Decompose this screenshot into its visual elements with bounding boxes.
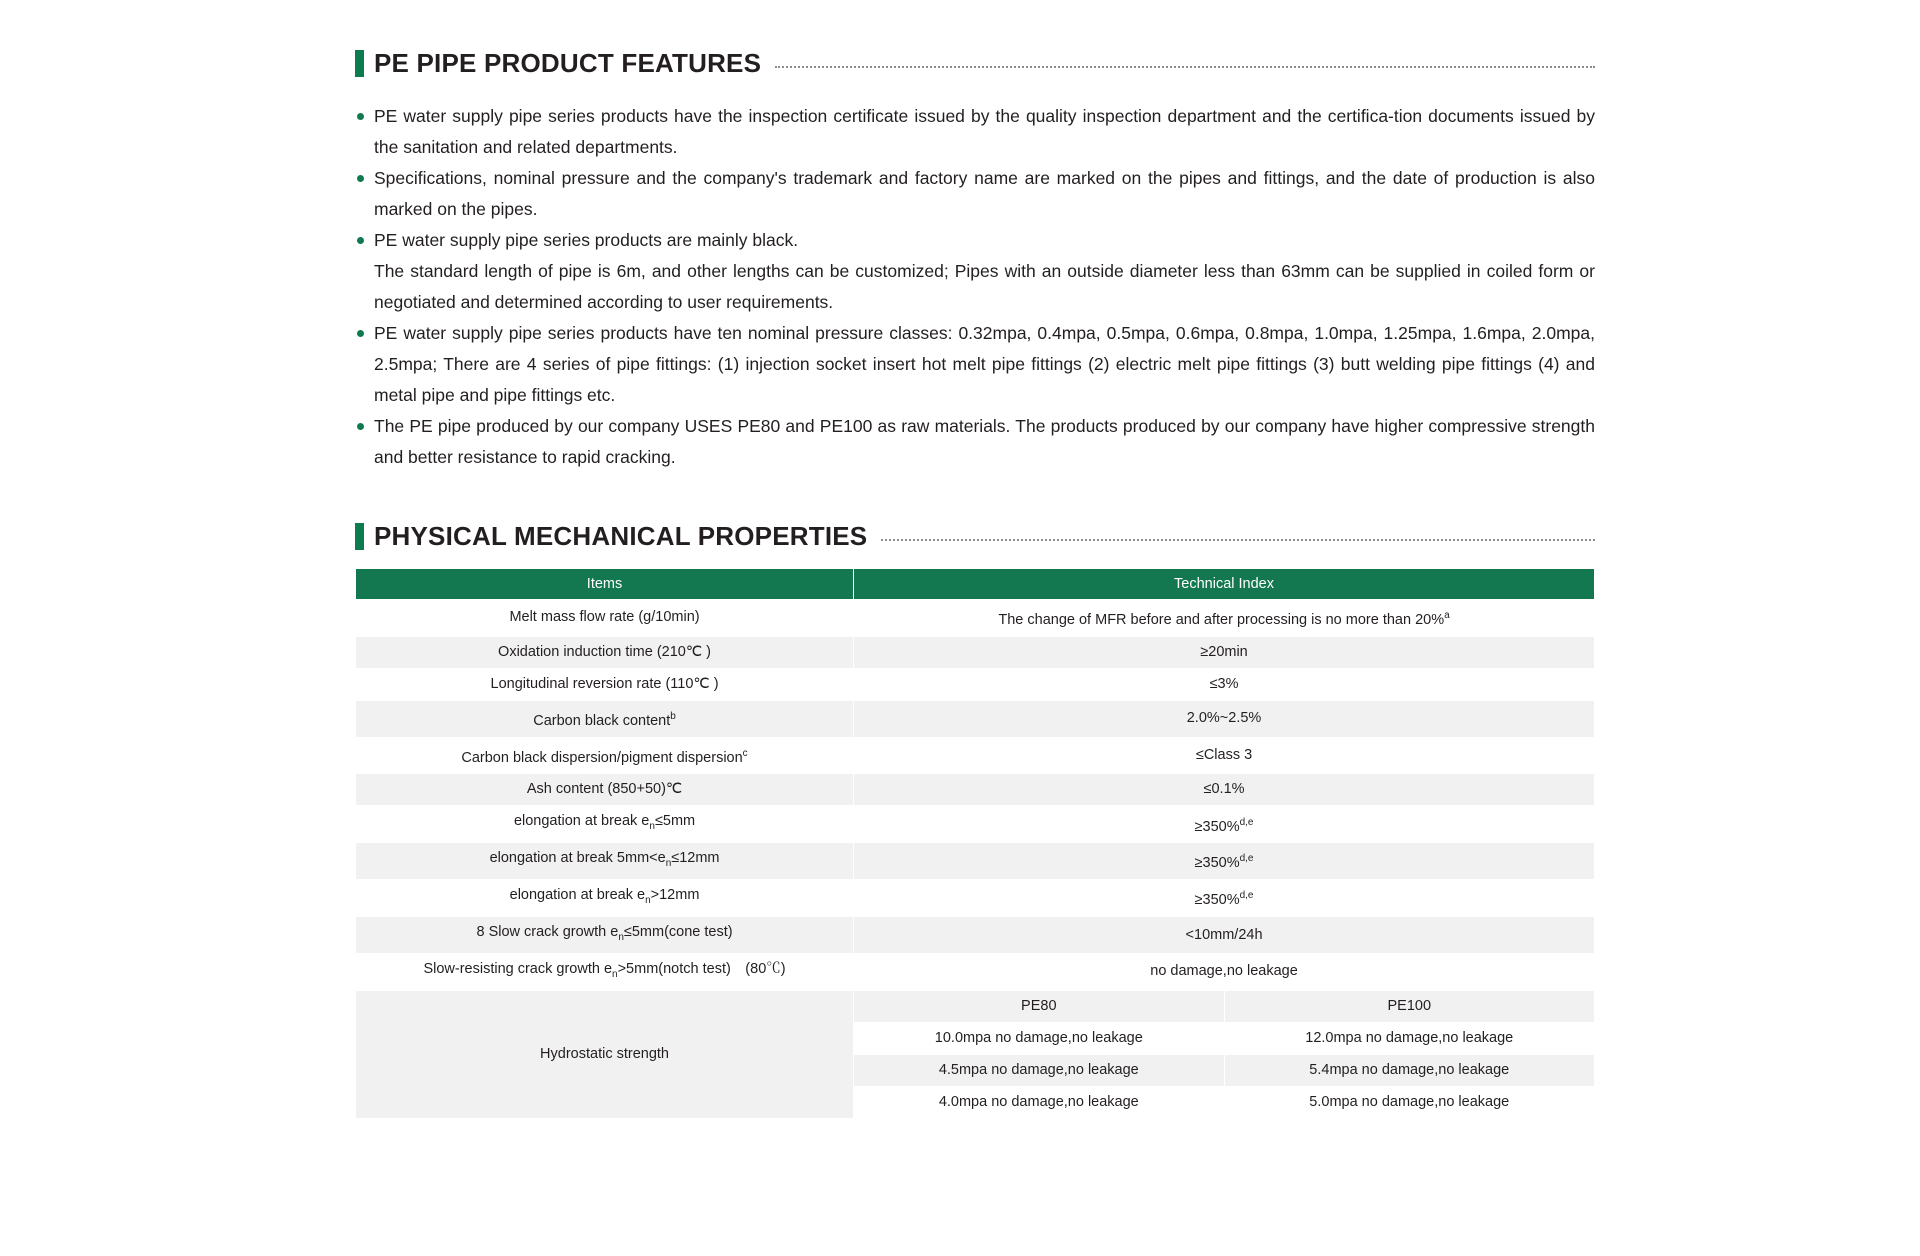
section-marker-icon [355,50,364,77]
table-row [356,700,1595,737]
list-item: PE water supply pipe series products have ten nominal pressure classes: 0.32mpa, 0.4mpa, 0.5mpa, 0.6mpa, 0.8mpa, 1.0mpa, 1.25mpa, 1.6mpa, 2.0mpa, 2.5mpa; There are 4 series of pipe fittings: (1) injection socket insert hot melt pipe fittings (2) electric melt pipe fittings (3) butt welding pipe fittings (4) and metal pipe and pipe fittings etc. [355,318,1595,411]
table-row [356,600,1595,637]
cell-hydro-pe80: 10.0mpa no damage,no leakage [854,1022,1224,1054]
cell-index-text: ≥350% [1194,892,1240,909]
properties-section-header [355,521,1595,552]
cell-index-footnote: d,e [1239,816,1254,828]
cell-index: ≤3% [854,668,1595,700]
properties-title: PHYSICAL MECHANICAL PROPERTIES [374,521,868,551]
table-row [356,737,1595,774]
cell-index [854,806,1595,843]
cell-item [356,806,854,843]
cell-index-footnote: a [1444,610,1450,621]
cell-item [356,880,854,917]
cell-index [854,880,1595,917]
column-header-items: Items [356,569,854,600]
cell-item-sub: n [612,968,618,980]
cell-item-post: ≤5mm [654,813,696,830]
cell-item-post: ≤5mm(cone test) [623,924,733,941]
cell-hydro-pe80: 4.5mpa no damage,no leakage [854,1054,1224,1086]
cell-item-pre: 8 Slow crack growth e [476,924,619,941]
cell-item-text: Carbon black dispersion/pigment dispersion [461,749,743,766]
cell-item: Ash content (850+50)℃ [356,774,854,806]
cell-item: Oxidation induction time (210℃ ) [356,636,854,668]
cell-subheader-pe100: PE100 [1224,990,1594,1022]
cell-item-post: >12mm [650,887,700,904]
cell-item-post: >5mm(notch test) (80℃) [617,961,786,978]
features-section-header [355,48,1595,79]
table-row [356,990,1595,1022]
cell-index: ≥20min [854,636,1595,668]
cell-index: 2.0%~2.5% [854,700,1595,737]
cell-hydro-pe100: 12.0mpa no damage,no leakage [1224,1022,1594,1054]
cell-subheader-pe80: PE80 [854,990,1224,1022]
table-row [356,806,1595,843]
features-title: PE PIPE PRODUCT FEATURES [374,48,762,78]
cell-index-text: The change of MFR before and after processing is no more than 20% [998,611,1445,628]
list-item: PE water supply pipe series products have the inspection certificate issued by the quality inspection department and the certifica-tion documents issued by the sanitation and related departments. [355,101,1595,163]
cell-item-pre: elongation at break 5mm<e [489,850,666,867]
cell-item [356,700,854,737]
cell-index: ≤Class 3 [854,737,1595,774]
cell-item-footnote: b [670,710,676,722]
cell-hydro-pe80: 4.0mpa no damage,no leakage [854,1086,1224,1118]
physical-properties-table [355,568,1595,1119]
cell-index-text: ≥350% [1194,818,1240,835]
table-row [356,917,1595,954]
table-row [356,668,1595,700]
cell-item-pre: Slow-resisting crack growth e [423,961,613,978]
cell-hydrostatic-label: Hydrostatic strength [356,990,854,1118]
cell-index [854,843,1595,880]
cell-item-footnote: c [742,747,748,759]
column-header-technical-index: Technical Index [854,569,1595,600]
cell-item [356,737,854,774]
cell-index: ≤0.1% [854,774,1595,806]
cell-item [356,954,854,991]
section-marker-icon [355,523,364,550]
cell-item-sub: n [645,895,651,907]
cell-item-pre: elongation at break e [513,813,650,830]
header-dotted-rule [881,538,1595,541]
cell-item-post: ≤12mm [671,850,720,867]
content-column [355,48,1595,1119]
cell-item: Melt mass flow rate (g/10min) [356,600,854,637]
table-row [356,774,1595,806]
cell-index [854,600,1595,637]
table-row [356,843,1595,880]
cell-index: no damage,no leakage [854,954,1595,991]
cell-item-sub: n [618,932,624,944]
list-item: The standard length of pipe is 6m, and other lengths can be customized; Pipes with an outside diameter less than 63mm can be supplied in coiled form or negotiated and determined according to user requirements. [374,261,1595,312]
list-item: PE water supply pipe series products are mainly black. [355,225,1595,256]
cell-item-sub: n [665,858,672,870]
list-item: The PE pipe produced by our company USES PE80 and PE100 as raw materials. The products produced by our company have higher compressive strength and better resistance to rapid cracking. [355,411,1595,473]
table-row [356,880,1595,917]
cell-index-footnote: d,e [1239,853,1254,865]
table-header-row [356,569,1595,600]
cell-index: <10mm/24h [854,917,1595,954]
header-dotted-rule [775,65,1595,68]
table-row [356,636,1595,668]
cell-item [356,917,854,954]
cell-item [356,843,854,880]
cell-item-text: Carbon black content [533,712,671,729]
cell-index-text: ≥350% [1194,855,1240,872]
features-list [355,101,1595,473]
cell-hydro-pe100: 5.0mpa no damage,no leakage [1224,1086,1594,1118]
cell-index-footnote: d,e [1239,890,1254,902]
cell-item-sub: n [649,821,655,833]
cell-item-pre: elongation at break e [509,887,646,904]
list-item: Specifications, nominal pressure and the company's trademark and factory name are marked on the pipes and fittings, and the date of production is also marked on the pipes. [355,163,1595,225]
cell-hydro-pe100: 5.4mpa no damage,no leakage [1224,1054,1594,1086]
cell-item: Longitudinal reversion rate (110℃ ) [356,668,854,700]
table-row [356,954,1595,991]
